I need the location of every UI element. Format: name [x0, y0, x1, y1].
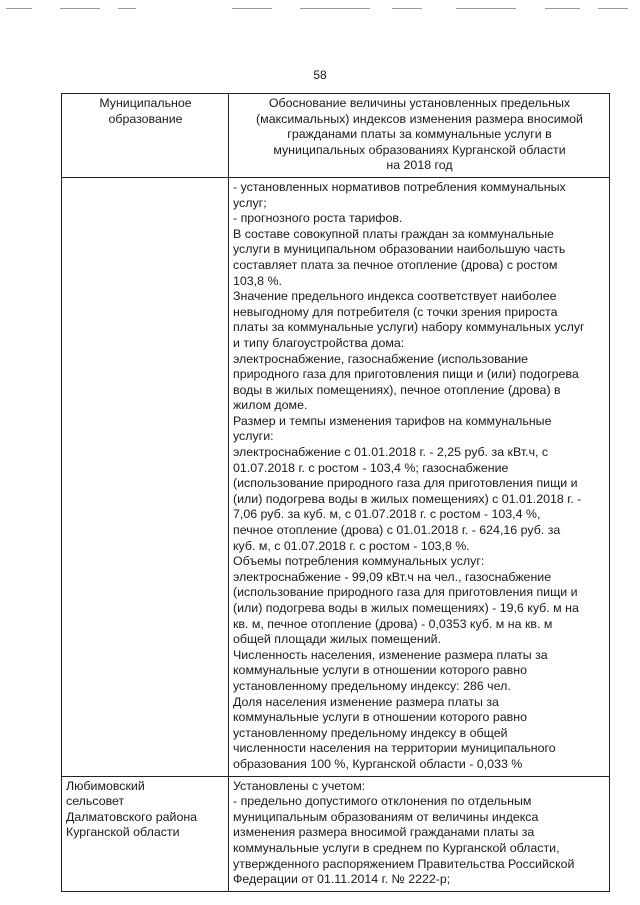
- table-header-row: [62, 94, 610, 178]
- tariff-justification-table: [61, 93, 610, 892]
- text-line: (использование природного газа для приготовления пищи и: [233, 585, 578, 600]
- text-line: - предельно допустимого отклонения по отдельным: [233, 794, 532, 809]
- text-line: и типу благоустройства дома:: [233, 335, 405, 350]
- text-line: печное отопление (дрова) с 01.01.2018 г. - 624,16 руб. за: [233, 523, 561, 538]
- text-line: составляет плата за печное отопление (дрова) с ростом: [233, 257, 558, 272]
- text-line: 7,06 руб. за куб. м, с 01.07.2018 г. с ростом - 103,4 %,: [233, 507, 541, 522]
- text-line: 103,8 %.: [233, 273, 282, 288]
- text-line: Федерации от 01.11.2014 г. № 2222-р;: [233, 872, 451, 887]
- text-line: куб. м, с 01.07.2018 г. с ростом - 103,8 %.: [233, 538, 470, 553]
- text-line: 01.07.2018 г. с ростом - 103,4 %; газоснабжение: [233, 460, 509, 475]
- text-line: услуги:: [233, 429, 274, 444]
- header-municipality: Муниципальное образование: [62, 94, 229, 178]
- text-line: (или) подогрева воды в жилых помещениях) - 19,6 куб. м на: [233, 601, 579, 615]
- text-line: В составе совокупной платы граждан за коммунальные: [233, 226, 554, 241]
- text-line: - прогнозного роста тарифов.: [233, 211, 403, 226]
- text-line: установленному предельному индексу: 286 чел.: [233, 678, 511, 693]
- text-line: платы за коммунальные услуги) набору коммунальных услуг: [233, 320, 585, 335]
- text-line: установленному предельному индексу в общей: [233, 725, 508, 740]
- justification-cell: [229, 177, 610, 776]
- justification-cell: [229, 776, 610, 891]
- text-line: изменения размера вносимой гражданами платы за: [233, 825, 535, 840]
- text-line: кв. м, печное отопление (дрова) - 0,0353 куб. м на кв. м: [233, 616, 553, 631]
- text-line: Объемы потребления коммунальных услуг:: [233, 554, 485, 569]
- header-justification: Обоснование величины установленных предельных (максимальных) индексов изменения размера вносимой гражданами платы за коммунальные услуги в муниципальных образованиях Курганской области на 2018 год: [229, 94, 610, 178]
- text-line: - установленных нормативов потребления коммунальных: [233, 179, 566, 194]
- text-line: Численность населения, изменение размера платы за: [233, 647, 548, 662]
- text-line: услуг;: [233, 195, 267, 210]
- text-line: жилом доме.: [233, 398, 308, 413]
- text-line: (использование природного газа для приготовления пищи и: [233, 476, 578, 491]
- text-line: невыгодному для потребителя (с точки зрения прироста: [233, 304, 558, 319]
- text-line: утвержденного распоряжением Правительства Российской: [233, 856, 575, 871]
- text-line: воды в жилых помещениях), печное отопление (дрова) в: [233, 382, 561, 397]
- text-line: Значение предельного индекса соответствует наиболее: [233, 289, 557, 304]
- page-number: 58: [313, 68, 327, 82]
- text-line: коммунальные услуги в отношении которого равно: [233, 710, 527, 725]
- text-line: услуги в муниципальном образовании наибольшую часть: [233, 242, 566, 257]
- scan-artifact-lines: [0, 8, 640, 12]
- text-line: Размер и темпы изменения тарифов на коммунальные: [233, 413, 552, 428]
- text-line: Установлены с учетом:: [233, 778, 366, 793]
- municipality-cell: Любимовский сельсовет Далматовского района Курганской области: [62, 776, 229, 891]
- text-line: общей площади жилых помещений.: [233, 632, 442, 647]
- text-line: электроснабжение, газоснабжение (использование: [233, 351, 529, 366]
- text-line: коммунальные услуги в среднем по Курганской области,: [233, 840, 560, 855]
- text-line: (или) подогрева воды в жилых помещениях) с 01.01.2018 г. -: [233, 491, 582, 506]
- table-row: [62, 177, 610, 776]
- text-line: электроснабжение с 01.01.2018 г. - 2,25 руб. за кВт.ч, с: [233, 445, 549, 460]
- text-line: Доля населения изменение размера платы за: [233, 694, 499, 709]
- text-line: коммунальные услуги в отношении которого равно: [233, 663, 527, 678]
- municipality-cell: [62, 177, 229, 776]
- text-line: природного газа для приготовления пищи и (или) подогрева: [233, 367, 579, 382]
- text-line: муниципальным образованиям от величины индекса: [233, 809, 539, 824]
- text-line: образования 100 %, Курганской области - 0,033 %: [233, 756, 523, 771]
- text-line: численности населения на территории муниципального: [233, 741, 556, 756]
- text-line: электроснабжение - 99,09 кВт.ч на чел., газоснабжение: [233, 569, 552, 584]
- table-row: [62, 776, 610, 891]
